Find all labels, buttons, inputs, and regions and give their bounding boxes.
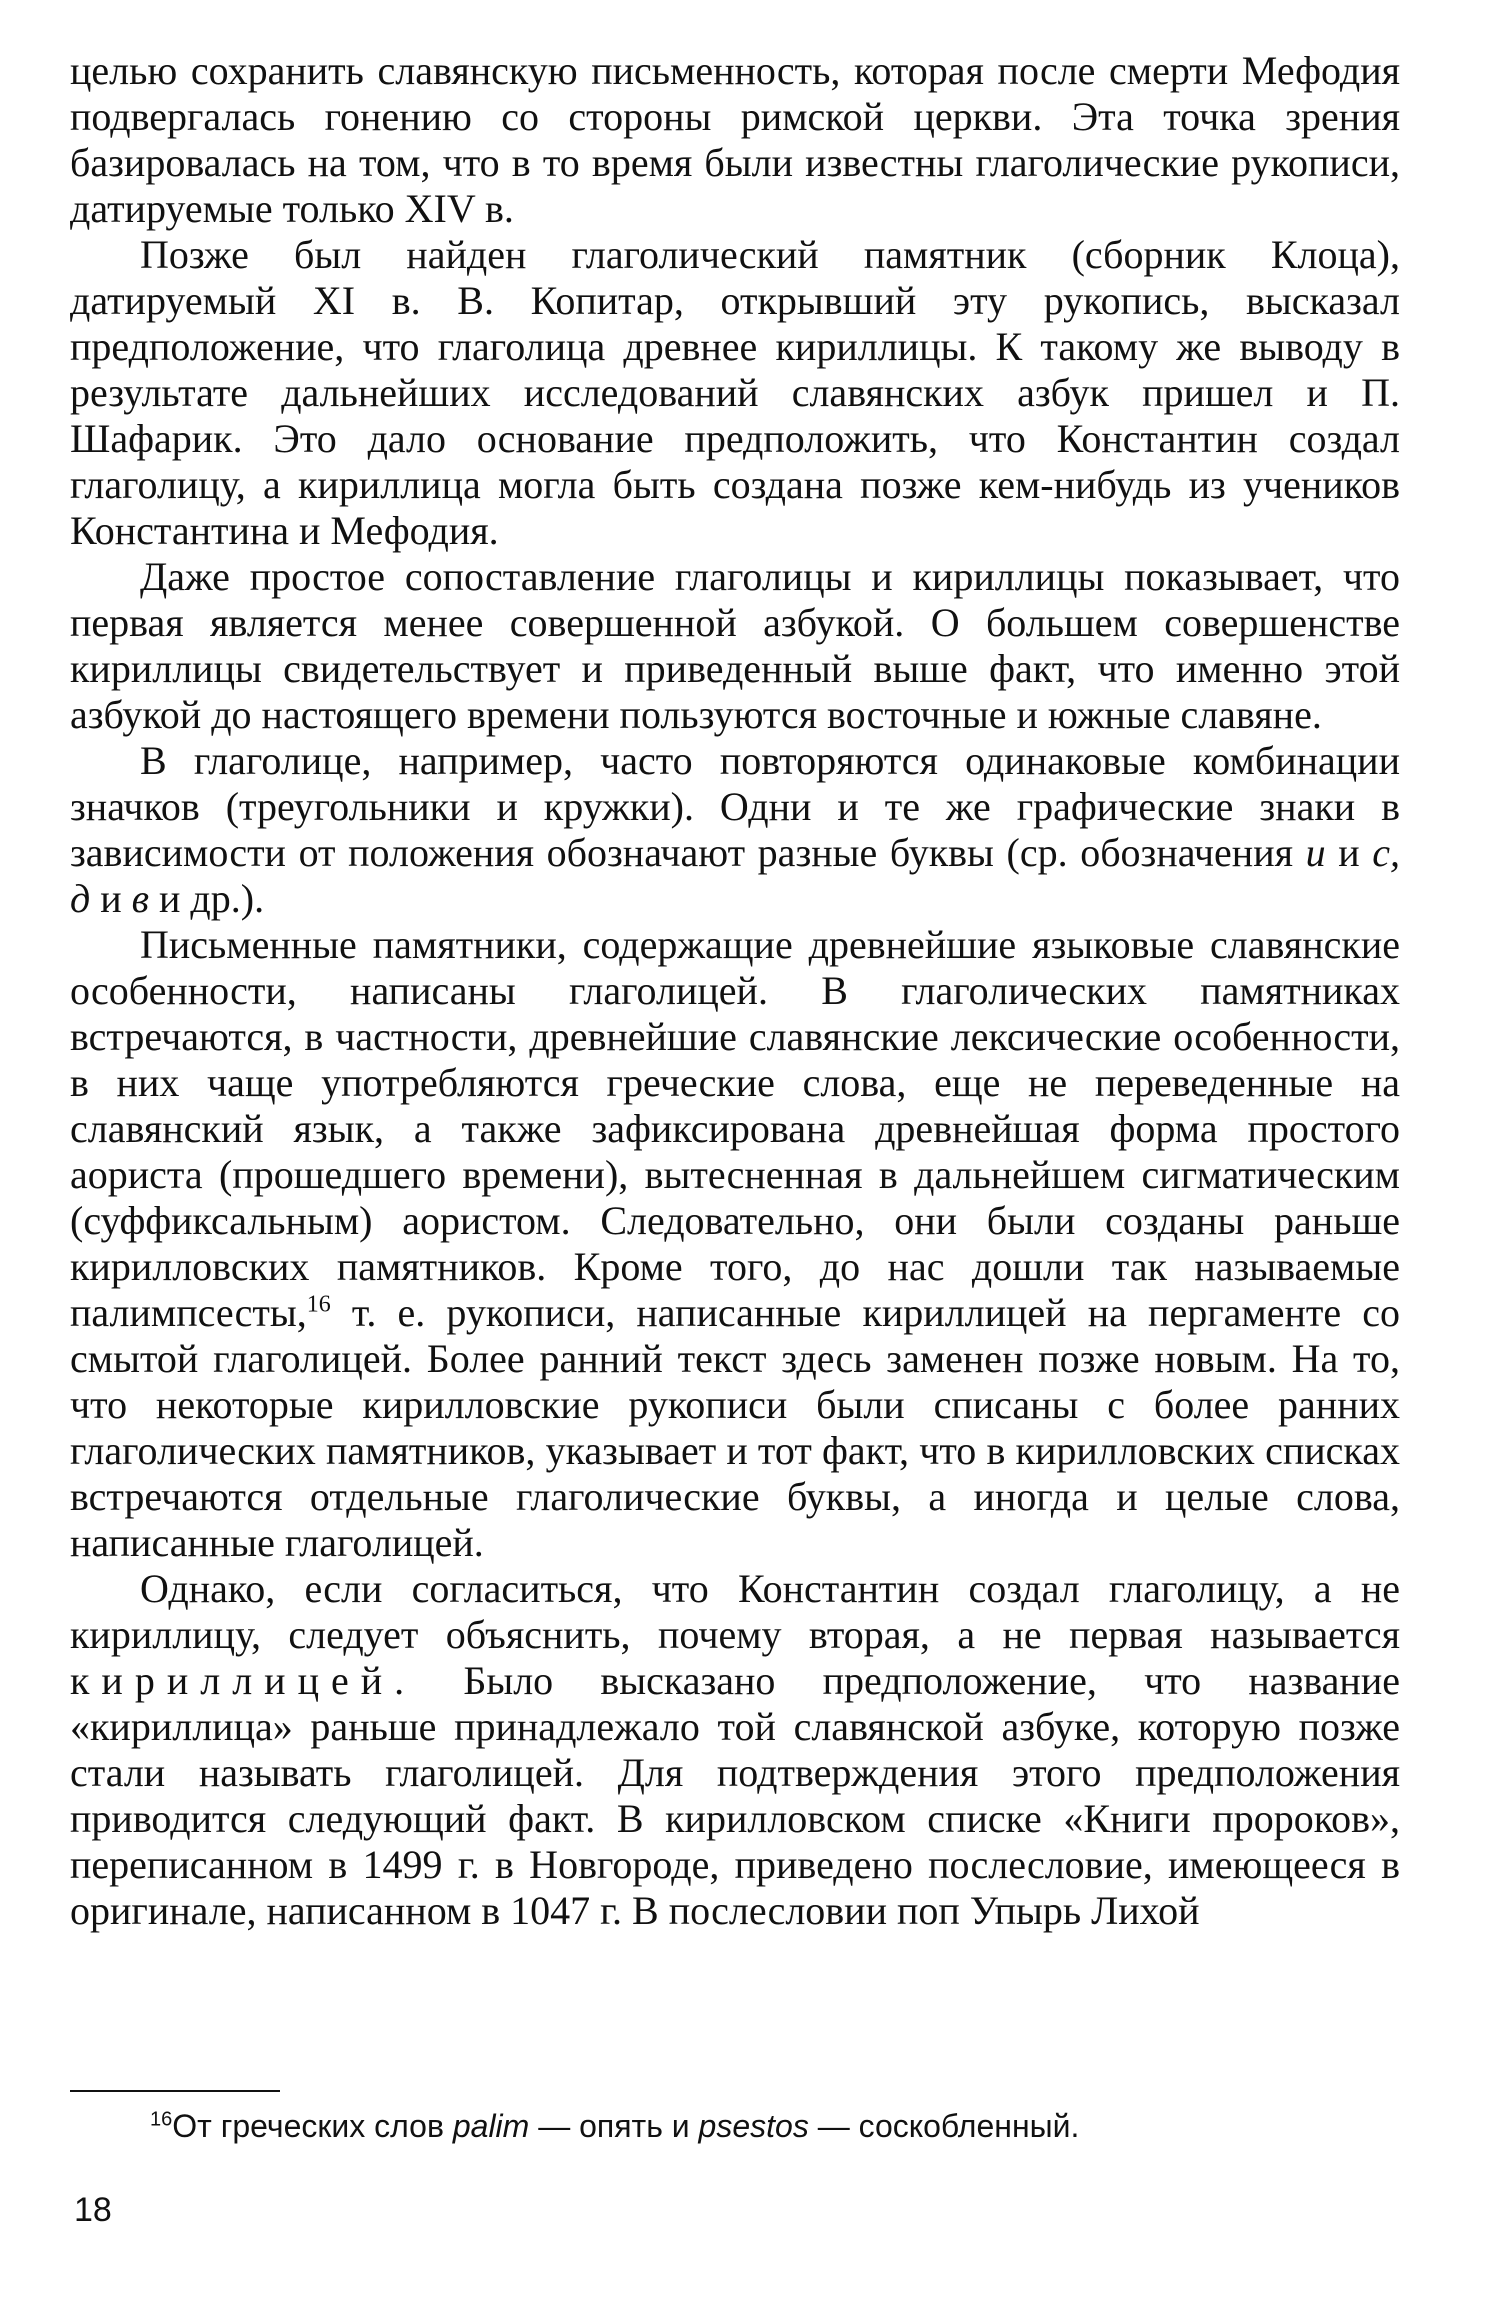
page-body [70,48,1400,1934]
paragraph-6-text-end: Было высказано предположение, что название «кириллица» раньше принадлежало той славянской азбуке, которую позже стали называть глаголицей. Для подтверждения этого предположения приводится следующий факт. В кирилловском списке «Книги пророков», переписанном в 1499 г. в Новгороде, приведено послесловие, имеющееся в оригинале, написанном в 1047 г. В послесловии поп Упырь Лихой [70,1658,1400,1933]
footnote-text-start: От греческих слов [172,2108,453,2144]
footnote [150,2106,1350,2146]
conjunction-2: и [90,876,132,921]
paragraph-6-text-start: Однако, если согласиться, что Константин создал глаголицу, а не кириллицу, следует объяснить, почему вторая, а не первая называется [70,1566,1400,1657]
paragraph-2: Позже был найден глаголический памятник (сборник Клоца), датируемый XI в. В. Копитар, открывший эту рукопись, высказал предположение, что глаголица древнее кириллицы. К такому же выводу в результате дальнейших исследований славянских азбук пришел и П. Шафарик. Это дало основание предположить, что Константин создал глаголицу, а кириллица могла быть создана позже кем-нибудь из учеников Константина и Мефодия. [70,232,1400,553]
conjunction-1: и [1325,830,1373,875]
footnote-text-middle: — опять и [529,2108,699,2144]
footnote-word-psestos: psestos [698,2108,809,2144]
paragraph-5-text-end: т. е. рукописи, написанные кириллицей на пергаменте со смытой глаголицей. Более ранний текст здесь заменен позже новым. На то, что некоторые кирилловские рукописи были списаны с более ранних глаголических памятников, указывает и тот факт, что в кирилловских списках встречаются отдельные глаголические буквы, а иногда и целые слова, написанные глаголицей. [70,1290,1400,1565]
page-number: 18 [74,2191,112,2229]
letter-i: и [1305,830,1326,875]
paragraph-1: целью сохранить славянскую письменность, которая после смерти Мефодия подвергалась гонению со стороны римской церкви. Эта точка зрения базировалась на том, что в то время были известны глаголические рукописи, датируемые только XIV в. [70,48,1400,231]
footnote-text-end: — соскобленный. [808,2108,1080,2144]
emphasized-term: кириллицей. [70,1658,417,1703]
footnote-number: 16 [150,2108,173,2131]
paragraph-5-text-start: Письменные памятники, содержащие древнейшие языковые славянские особенности, написаны глаголицей. В глаголических памятниках встречаются, в частности, древнейшие славянские лексические особенности, в них чаще употребляются греческие слова, еще не переведенные на славянский язык, а также зафиксирована древнейшая форма простого аориста (прошедшего времени), вытесненная в дальнейшем сигматическим (суффиксальным) аористом. Следовательно, они были созданы раньше кирилловских памятников. Кроме того, до нас дошли так называемые палимпсесты, [70,922,1400,1335]
paragraph-3: Даже простое сопоставление глаголицы и кириллицы показывает, что первая является менее совершенной азбукой. О большем совершенстве кириллицы свидетельствует и приведенный выше факт, что именно этой азбукой до настоящего времени пользуются восточные и южные славяне. [70,554,1400,737]
paragraph-4 [70,738,1400,922]
paragraph-6 [70,1566,1400,1934]
letter-d: д [70,876,91,921]
letter-s: с, [1372,830,1400,875]
letter-v: в [131,876,150,921]
paragraph-4-text-start: В глаголице, например, часто повторяются одинаковые комбинации значков (треугольники и кружки). Одни и те же графические знаки в зависимости от положения обозначают разные буквы (ср. обозначения [70,738,1400,875]
footnote-reference: 16 [306,1291,331,1318]
paragraph-5 [70,922,1400,1566]
footnote-word-palim: palim [452,2108,530,2144]
paragraph-4-text-end: и др.). [149,876,265,921]
footnote-divider [70,2090,280,2092]
